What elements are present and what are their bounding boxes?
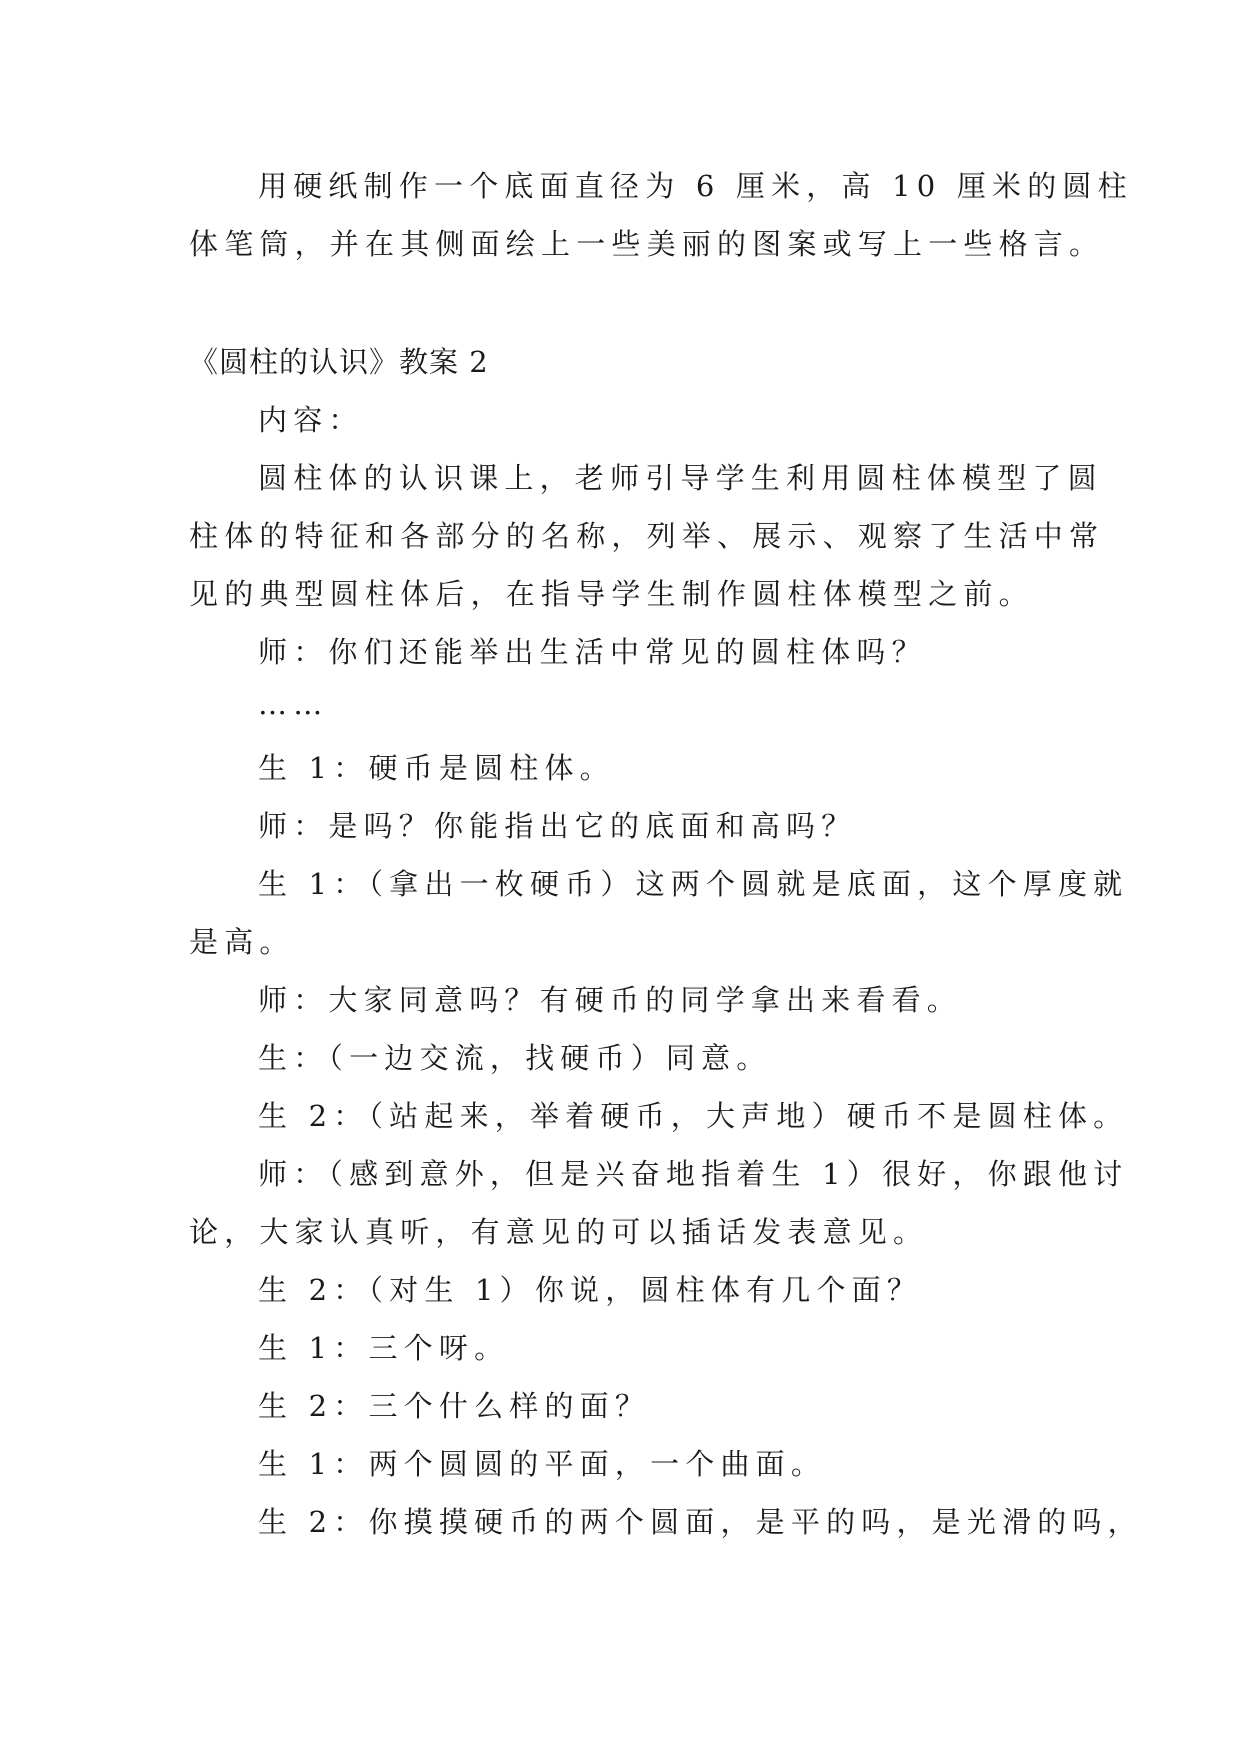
text-line: 体笔筒，并在其侧面绘上一些美丽的图案或写上一些格言。 <box>189 227 1105 261</box>
text-line: 生 1：（拿出一枚硬币）这两个圆就是底面，这个厚度就 <box>258 867 1129 901</box>
text-line: 用硬纸制作一个底面直径为 6 厘米，高 10 厘米的圆柱 <box>258 169 1133 203</box>
text-line: 圆柱体的认识课上，老师引导学生利用圆柱体模型了圆 <box>258 461 1103 495</box>
section-title: 《圆柱的认识》教案 2 <box>189 345 489 379</box>
text-line: 师：你们还能举出生活中常见的圆柱体吗？ <box>258 635 927 669</box>
text-line: 是高。 <box>189 925 295 959</box>
text-line: 生 1：三个呀。 <box>258 1331 510 1365</box>
text-line: 师：大家同意吗？有硬币的同学拿出来看看。 <box>258 983 963 1017</box>
ellipsis-line: …… <box>258 687 329 721</box>
text-line: 生 1：硬币是圆柱体。 <box>258 751 615 785</box>
text-line: 生 1：两个圆圆的平面，一个曲面。 <box>258 1447 827 1481</box>
text-line: 师：是吗？你能指出它的底面和高吗？ <box>258 809 857 843</box>
text-line: 柱体的特征和各部分的名称，列举、展示、观察了生活中常 <box>189 519 1105 553</box>
text-line: 生 2：（站起来，举着硬币，大声地）硬币不是圆柱体。 <box>258 1099 1129 1133</box>
text-line: 生：（一边交流，找硬币）同意。 <box>258 1041 772 1075</box>
text-line: 论，大家认真听，有意见的可以插话发表意见。 <box>189 1215 929 1249</box>
text-line: 生 2：你摸摸硬币的两个圆面，是平的吗，是光滑的吗， <box>258 1505 1143 1539</box>
text-line: 生 2：三个什么样的面？ <box>258 1389 651 1423</box>
text-line: 师：（感到意外，但是兴奋地指着生 1）很好，你跟他讨 <box>258 1157 1129 1191</box>
text-line: 生 2：（对生 1）你说，圆柱体有几个面？ <box>258 1273 923 1307</box>
text-line: 内容： <box>258 403 364 437</box>
text-line: 见的典型圆柱体后，在指导学生制作圆柱体模型之前。 <box>189 577 1034 611</box>
